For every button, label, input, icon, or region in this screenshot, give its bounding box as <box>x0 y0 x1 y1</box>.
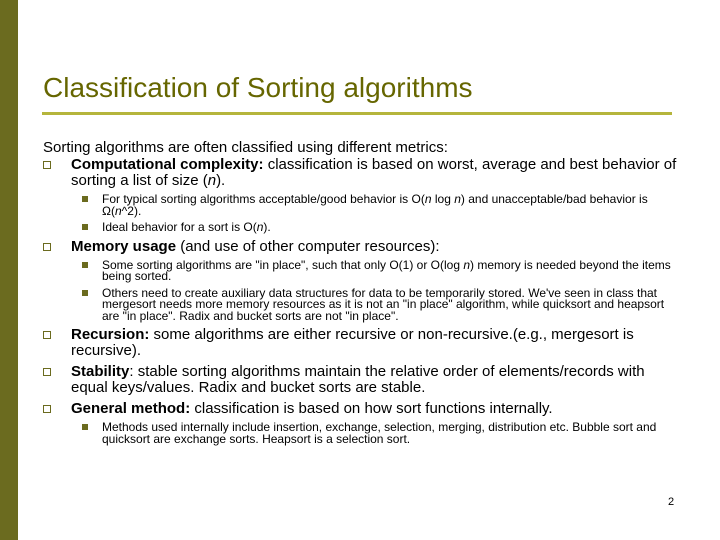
slide-title: Classification of Sorting algorithms <box>43 72 473 103</box>
square-bullet-icon <box>43 161 51 169</box>
sub-bullet-auxiliary <box>43 285 683 323</box>
small-square-bullet-icon <box>82 424 88 430</box>
square-bullet-icon <box>43 243 51 251</box>
math-n: n <box>454 192 461 206</box>
bullet-label: Stability <box>71 363 130 380</box>
bullet-text-end: ). <box>216 172 226 189</box>
small-square-bullet-icon <box>82 224 88 230</box>
left-accent-bar <box>0 0 18 540</box>
bullet-general-method <box>43 401 683 417</box>
bullet-text: classification is based on worst, average and best behavior of sorting a list of size ( <box>71 156 677 189</box>
math-n: n <box>207 172 217 189</box>
square-bullet-icon <box>43 331 51 339</box>
small-square-bullet-icon <box>82 290 88 296</box>
bullet-memory-usage <box>43 239 683 255</box>
sub-text: ) memory is needed beyond the items being sorted. <box>102 257 671 283</box>
square-bullet-icon <box>43 368 51 376</box>
sub-text: ). <box>263 220 271 234</box>
intro-text: Sorting algorithms are often classified using different metrics: <box>43 139 448 156</box>
sub-bullet-ideal-behavior <box>43 222 683 234</box>
bullet-label: Memory usage <box>71 237 177 255</box>
math-n: n <box>424 192 432 206</box>
sub-bullet-methods <box>43 422 683 445</box>
bullet-computational-complexity <box>43 157 683 189</box>
math-n: n <box>114 203 122 218</box>
small-square-bullet-icon <box>82 262 88 268</box>
bullet-stability <box>43 364 683 396</box>
title-underline <box>42 112 672 115</box>
sub-text: Ideal behavior for a sort is O( <box>102 220 257 234</box>
page-number: 2 <box>668 496 675 508</box>
small-square-bullet-icon <box>82 196 88 202</box>
bullet-recursion <box>43 327 683 359</box>
sub-text: Others need to create auxiliary data structures for data to be temporarily stored. We've seen in class that mergesort needs more memory resources as it is not an "in place" algorithm, while quicksort and heapsort are "in place". Radix and bucket sorts are not "in place". <box>102 285 665 323</box>
bullet-text: (and use of other computer resources): <box>176 237 440 255</box>
sub-text: log <box>431 192 455 206</box>
bullet-text: some algorithms are either recursive or non-recursive.(e.g., mergesort is recursive). <box>71 326 634 359</box>
slide-content <box>43 140 683 450</box>
bullet-label: Recursion: <box>71 326 150 343</box>
sub-bullet-in-place <box>43 257 683 283</box>
bullet-label: General method: <box>71 400 191 417</box>
sub-text: For typical sorting algorithms acceptable/good behavior is O( <box>102 192 425 206</box>
bullet-text: : stable sorting algorithms maintain the relative order of elements/records with equal keys/values. Radix and bucket sorts are stable. <box>71 363 645 396</box>
bullet-text: classification is based on how sort functions internally. <box>190 400 553 417</box>
square-bullet-icon <box>43 405 51 413</box>
sub-text: Some sorting algorithms are "in place", such that only O(1) or O(log <box>102 257 464 272</box>
math-n: n <box>256 220 264 234</box>
sub-text: ^2). <box>121 203 142 218</box>
sub-text: Methods used internally include insertion, exchange, selection, merging, distribution etc. Bubble sort and quicksort are exchange sorts. Heapsort is a selection sort. <box>102 420 657 446</box>
math-n: n <box>463 257 471 272</box>
sub-text: ) and unacceptable/bad behavior is Ω( <box>102 192 648 218</box>
sub-bullet-typical-behavior <box>43 194 683 217</box>
bullet-label: Computational complexity: <box>71 156 264 173</box>
